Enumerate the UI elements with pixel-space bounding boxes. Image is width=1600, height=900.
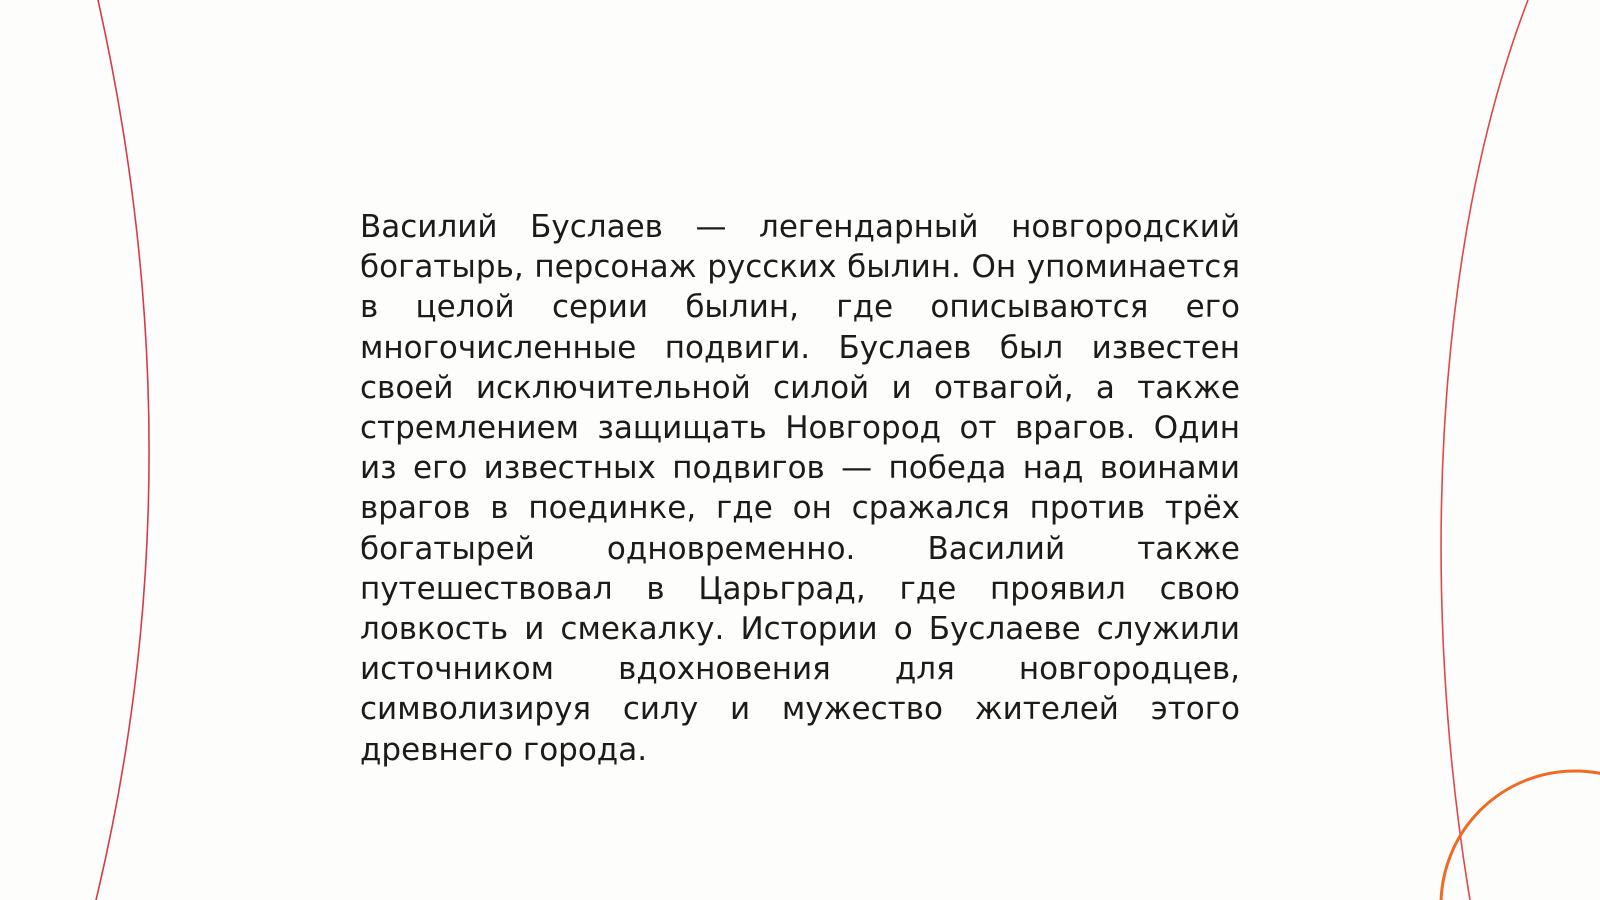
slide-body-text: Василий Буслаев — легендарный новгородский богатырь, персонаж русских былин. Он упоминается в целой серии былин, где описываются его многочисленные подвиги. Буслаев был известен своей исключительной силой и отвагой, а также стремлением защищать Новгород от врагов. Один из его известных подвигов — победа над воинами врагов в поединке, где он сражался против трёх богатырей одновременно. Василий также путешествовал в Царьград, где проявил свою ловкость и смекалку. Истории о Буслаеве служили источником вдохновения для новгородцев, символизируя силу и мужество жителей этого древнего города. [360, 209, 1240, 768]
orange-circle-decoration [1441, 771, 1600, 900]
right-arc-decoration [1441, 0, 1528, 900]
left-arc-decoration [96, 0, 149, 900]
